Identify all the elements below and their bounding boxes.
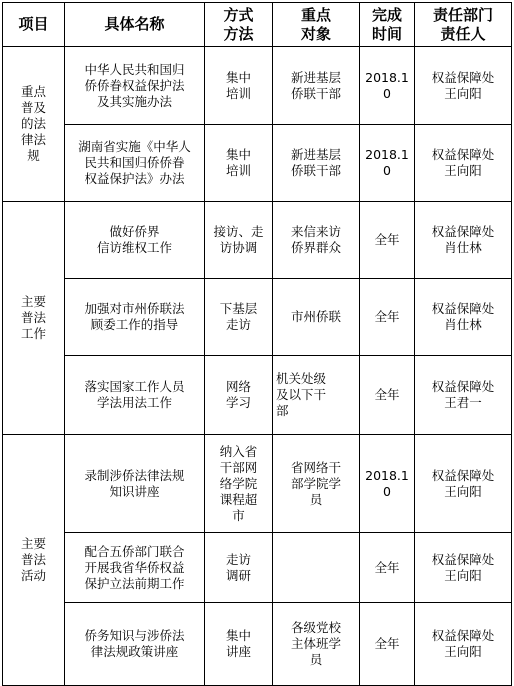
target-cell: 市州侨联 (273, 279, 360, 356)
method-cell: 接访、走 访协调 (205, 202, 273, 279)
target-cell: 来信来访 侨界群众 (273, 202, 360, 279)
table-row (3, 435, 512, 533)
time-cell: 2018.1 0 (360, 435, 415, 533)
time-cell: 全年 (360, 279, 415, 356)
category-cell: 主要 普法 工作 (3, 202, 65, 435)
time-cell: 全年 (360, 603, 415, 686)
target-cell: 省网络干 部学院学 员 (273, 435, 360, 533)
time-cell: 全年 (360, 533, 415, 603)
method-cell: 网络 学习 (205, 356, 273, 435)
responsible-cell: 权益保障处 肖仕林 (415, 279, 512, 356)
time-cell: 全年 (360, 202, 415, 279)
method-cell: 集中 讲座 (205, 603, 273, 686)
responsible-cell: 权益保障处 王向阳 (415, 125, 512, 202)
name-cell: 做好侨界 信访维权工作 (65, 202, 205, 279)
responsible-cell: 权益保障处 王向阳 (415, 603, 512, 686)
name-cell: 侨务知识与涉侨法 律法规政策讲座 (65, 603, 205, 686)
time-cell: 2018.1 0 (360, 47, 415, 125)
target-cell (273, 533, 360, 603)
header-method: 方式 方法 (205, 3, 273, 47)
responsible-cell: 权益保障处 王向阳 (415, 47, 512, 125)
time-cell: 2018.1 0 (360, 125, 415, 202)
method-cell: 集中 培训 (205, 47, 273, 125)
table-row (3, 279, 512, 356)
target-cell: 机关处级 及以下干 部 (273, 356, 360, 435)
table-row (3, 125, 512, 202)
target-cell: 新进基层 侨联干部 (273, 47, 360, 125)
time-cell: 全年 (360, 356, 415, 435)
name-cell: 落实国家工作人员 学法用法工作 (65, 356, 205, 435)
name-cell: 录制涉侨法律法规 知识讲座 (65, 435, 205, 533)
table-body (3, 3, 512, 686)
method-cell: 集中 培训 (205, 125, 273, 202)
table-row (3, 47, 512, 125)
header-target: 重点 对象 (273, 3, 360, 47)
name-cell: 加强对市州侨联法 顾委工作的指导 (65, 279, 205, 356)
category-cell: 主要 普法 活动 (3, 435, 65, 686)
responsible-cell: 权益保障处 王向阳 (415, 435, 512, 533)
name-cell: 湖南省实施《中华人 民共和国归侨侨眷 权益保护法》办法 (65, 125, 205, 202)
method-cell: 纳入省 干部网 络学院 课程超 市 (205, 435, 273, 533)
table-row (3, 603, 512, 686)
table-row (3, 202, 512, 279)
name-cell: 配合五侨部门联合 开展我省华侨权益 保护立法前期工作 (65, 533, 205, 603)
table-row (3, 356, 512, 435)
responsible-cell: 权益保障处 肖仕林 (415, 202, 512, 279)
target-cell: 新进基层 侨联干部 (273, 125, 360, 202)
responsible-cell: 权益保障处 王向阳 (415, 533, 512, 603)
plan-table (2, 2, 512, 686)
header-category: 项目 (3, 3, 65, 47)
header-time: 完成 时间 (360, 3, 415, 47)
name-cell: 中华人民共和国归 侨侨眷权益保护法 及其实施办法 (65, 47, 205, 125)
header-row (3, 3, 512, 47)
category-cell: 重点 普及 的法 律法 规 (3, 47, 65, 202)
method-cell: 下基层 走访 (205, 279, 273, 356)
responsible-cell: 权益保障处 王君一 (415, 356, 512, 435)
table-row (3, 533, 512, 603)
header-responsible: 责任部门 责任人 (415, 3, 512, 47)
target-cell: 各级党校 主体班学 员 (273, 603, 360, 686)
header-name: 具体名称 (65, 3, 205, 47)
method-cell: 走访 调研 (205, 533, 273, 603)
